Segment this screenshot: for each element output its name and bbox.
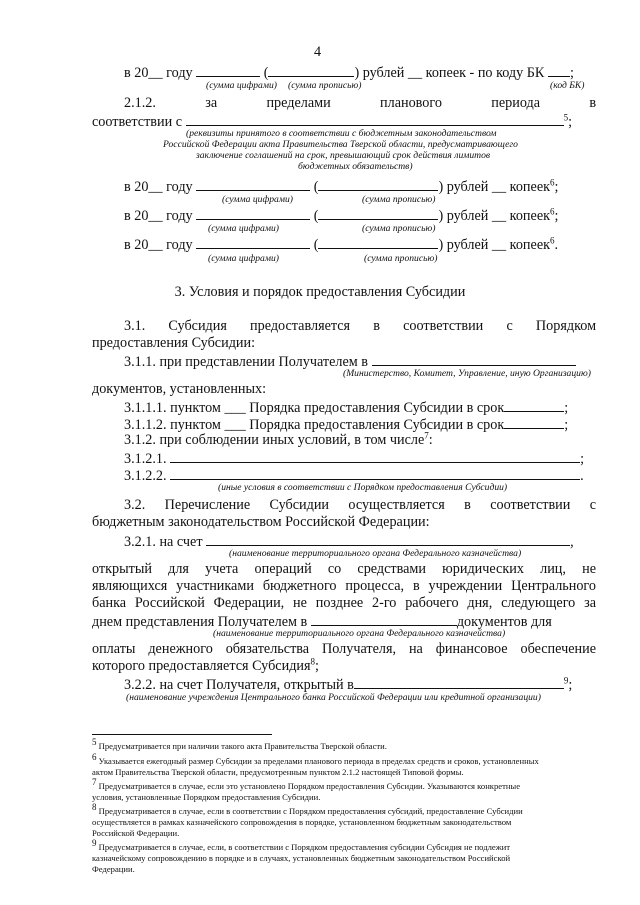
term-blank bbox=[504, 398, 564, 412]
p3122-text: 3.1.2.2. bbox=[124, 468, 167, 484]
caption-requisites-3: заключение соглашений на срок, превышающий срок действия лимитов bbox=[196, 150, 491, 161]
p321-text: которого предоставляется Субсидия bbox=[92, 658, 311, 674]
caption-words: (сумма прописью) bbox=[362, 194, 436, 205]
p32-word: Субсидии bbox=[269, 497, 330, 513]
punct: ; bbox=[564, 417, 569, 433]
p321-text: 3.2.1. на счет bbox=[124, 534, 203, 550]
footnote-6 bbox=[92, 752, 539, 766]
sum-digits-blank bbox=[196, 63, 260, 77]
caption-words: (сумма прописью) bbox=[364, 253, 438, 264]
bk-code-blank bbox=[548, 63, 570, 77]
footnote-ref: 6 bbox=[550, 177, 555, 188]
footnote-text: Предусматривается в случае, если это установлено Порядком предоставления Субсидии. Указываются конкретные bbox=[98, 781, 521, 791]
year-prefix: в 20__ году bbox=[124, 179, 193, 195]
p32-word: в bbox=[464, 497, 471, 513]
footnote-num: 5 bbox=[92, 737, 97, 748]
treasury-blank bbox=[206, 532, 570, 546]
treasury-blank bbox=[311, 612, 457, 626]
docs-line: документов, установленных: bbox=[92, 381, 267, 397]
footnote-text: Предусматривается при наличии такого акта Правительства Тверской области. bbox=[98, 741, 387, 751]
p321-body-6 bbox=[92, 658, 319, 675]
footnote-text: Указывается ежегодный размер Субсидии за пределами планового периода в пределах средств и сроков, установленных bbox=[98, 756, 539, 766]
p321-body-1: открытый для учета операций со средствами юридических лиц, не bbox=[92, 561, 596, 577]
footnote-num: 6 bbox=[92, 752, 97, 763]
punct: . bbox=[554, 237, 559, 253]
punct: ; bbox=[564, 400, 569, 416]
rub-kop: ) рублей __ копеек bbox=[438, 208, 551, 224]
sum-digits-blank bbox=[196, 177, 310, 191]
footnote-ref: 6 bbox=[550, 206, 555, 217]
year-line-3: в 20__ году ( ) рублей __ копеек$^6$; bbox=[124, 206, 559, 224]
punct: ; bbox=[554, 208, 559, 224]
condition-blank bbox=[170, 466, 580, 480]
year-prefix: в 20__ году bbox=[124, 237, 193, 253]
p3121-text: 3.1.2.1. bbox=[124, 451, 167, 467]
p32-word: 3.2. bbox=[124, 497, 146, 513]
p32-line-2: бюджетным законодательством Российской Федерации: bbox=[92, 514, 430, 530]
p212-word: пределами bbox=[266, 95, 331, 111]
footnote-num: 8 bbox=[92, 802, 97, 813]
p31-line-2: предоставления Субсидии: bbox=[92, 335, 256, 351]
footnote-5 bbox=[92, 737, 387, 751]
year-prefix: в 20__ году bbox=[124, 65, 193, 81]
punct: . bbox=[580, 468, 584, 484]
p322-text: 3.2.2. на счет Получателя, открытый в bbox=[124, 677, 354, 693]
p212-word: 2.1.2. за bbox=[124, 95, 218, 111]
footnote-8-cont: осуществляется в рамках казначейского сопровождения в порядке, установленном бюджетным законодательством bbox=[92, 817, 512, 827]
section-title: 3. Условия и порядок предоставления Субсидии bbox=[174, 284, 466, 300]
line-end: ; bbox=[569, 65, 574, 81]
rub-kop-bk: ) рублей __ копеек - по коду БК bbox=[354, 65, 545, 81]
caption-digits: (сумма цифрами) bbox=[208, 253, 279, 264]
p212-word: в bbox=[589, 95, 597, 111]
year-line-2: в 20__ году ( ) рублей __ копеек$^6$; bbox=[124, 177, 559, 195]
footnote-ref: 8 bbox=[310, 656, 316, 667]
sum-words-blank bbox=[268, 63, 354, 77]
sum-digits-blank bbox=[196, 235, 310, 249]
p31-word: с bbox=[506, 318, 513, 334]
sum-digits-blank bbox=[196, 206, 310, 220]
p3111-text: 3.1.1.1. пунктом ___ Порядка предоставления Субсидии в срок bbox=[124, 400, 505, 416]
punct: ; bbox=[568, 677, 573, 693]
p212-word: периода bbox=[491, 95, 541, 111]
footnote-divider bbox=[92, 734, 272, 735]
condition-blank bbox=[170, 449, 580, 463]
p32-line bbox=[124, 497, 596, 514]
p321-body-2: являющихся участниками бюджетного процесса, в учреждении Центрального bbox=[92, 578, 596, 594]
p32-word: Перечисление bbox=[164, 497, 251, 513]
punct: ; bbox=[580, 451, 585, 467]
footnote-ref: 5 bbox=[563, 112, 569, 123]
caption-digits: (сумма цифрами) bbox=[206, 80, 277, 91]
caption-bk: (код БК) bbox=[550, 80, 585, 91]
p31-word: в bbox=[373, 318, 380, 334]
requisites-blank bbox=[186, 112, 564, 126]
p212-text: соответствии с bbox=[92, 114, 183, 130]
caption-requisites-4: бюджетных обязательств) bbox=[298, 161, 413, 172]
footnote-9-cont: казначейскому сопровождению в порядке и в случаях, установленных бюджетным законодательством Российской bbox=[92, 853, 511, 863]
p31-line bbox=[124, 318, 596, 335]
p321-text: днем представления Получателем в bbox=[92, 614, 308, 630]
p31-word: 3.1. Субсидия bbox=[124, 318, 227, 334]
punct: ; bbox=[315, 658, 319, 674]
footnote-text: Предусматривается в случае, если, в соответствии с Порядком предоставления субсидии Субсидия не подлежит bbox=[98, 842, 511, 852]
caption-other-conditions: (иные условия в соответствии с Порядком предоставления Субсидии) bbox=[218, 482, 508, 493]
caption-ministry: (Министерство, Комитет, Управление, иную Организацию) bbox=[343, 368, 591, 379]
p311-text: 3.1.1. при представлении Получателем в bbox=[124, 354, 368, 370]
caption-digits: (сумма цифрами) bbox=[208, 223, 279, 234]
p32-word: осуществляется bbox=[348, 497, 445, 513]
sum-words-blank bbox=[318, 177, 438, 191]
p312-text: 3.1.2. при соблюдении иных условий, в том числе bbox=[124, 432, 425, 448]
footnote-ref: 9 bbox=[563, 675, 569, 686]
p3112-text: 3.1.1.2. пунктом ___ Порядка предоставления Субсидии в срок bbox=[124, 417, 505, 433]
punct: : bbox=[428, 432, 433, 448]
caption-digits: (сумма цифрами) bbox=[222, 194, 293, 205]
year-line-4: в 20__ году ( ) рублей __ копеек$^6$. bbox=[124, 235, 559, 253]
p321-body-5: оплаты денежного обязательства Получателя, на финансовое обеспечение bbox=[92, 641, 596, 657]
punct: ; bbox=[554, 179, 559, 195]
p312-line bbox=[124, 432, 433, 449]
footnote-7-cont: условия, установленные Порядком предоставления Субсидии. bbox=[92, 792, 321, 802]
sum-words-blank bbox=[318, 235, 438, 249]
footnote-ref: 7 bbox=[424, 430, 429, 441]
caption-words: (сумма прописью) bbox=[288, 80, 362, 91]
punct: ; bbox=[568, 114, 573, 130]
p31-word: предоставляется bbox=[250, 318, 351, 334]
rub-kop: ) рублей __ копеек bbox=[438, 179, 551, 195]
ministry-blank bbox=[372, 352, 576, 366]
term-blank bbox=[504, 415, 564, 429]
caption-treasury-2: (наименование территориального органа Федерального казначейства) bbox=[213, 628, 506, 639]
p32-word: соответствии bbox=[490, 497, 571, 513]
caption-treasury: (наименование территориального органа Федерального казначейства) bbox=[229, 548, 522, 559]
footnote-ref: 6 bbox=[550, 235, 555, 246]
bank-blank bbox=[354, 675, 564, 689]
footnote-9 bbox=[92, 838, 511, 852]
p31-word: Порядком bbox=[535, 318, 597, 334]
p321-body-3: банка Российской Федерации, не позднее 2-го рабочего дня, следующего за bbox=[92, 595, 596, 611]
caption-bank: (наименование учреждения Центрального банка Российской Федерации или кредитной организации) bbox=[126, 692, 541, 703]
caption-words: (сумма прописью) bbox=[362, 223, 436, 234]
year-line-1: в 20__ году ( ) рублей __ копеек - по коду БК ; bbox=[124, 65, 574, 81]
sum-words-blank bbox=[318, 206, 438, 220]
caption-requisites-2: Российской Федерации акта Правительства Тверской области, предусматривающего bbox=[163, 139, 518, 150]
p212-line bbox=[124, 95, 596, 112]
p31-word: соответствии bbox=[403, 318, 484, 334]
p32-word: с bbox=[589, 497, 597, 513]
footnote-9-cont-2: Федерации. bbox=[92, 864, 135, 874]
punct: , bbox=[570, 534, 574, 550]
rub-kop: ) рублей __ копеек bbox=[438, 237, 551, 253]
footnote-num: 9 bbox=[92, 838, 97, 849]
page-number: 4 bbox=[314, 44, 322, 60]
footnote-8-cont-2: Российской Федерации. bbox=[92, 828, 180, 838]
footnote-text: Предусматривается в случае, если в соответствии с Порядком предоставления субсидий, предоставление Субсидии bbox=[98, 806, 523, 816]
footnote-8 bbox=[92, 802, 523, 816]
footnote-num: 7 bbox=[92, 777, 97, 788]
footnote-6-cont: актом Правительства Тверской области, предусмотренным пунктом 2.1.2 настоящей Типовой формы. bbox=[92, 767, 464, 777]
year-prefix: в 20__ году bbox=[124, 208, 193, 224]
footnote-7 bbox=[92, 777, 521, 791]
p321-text: документов для bbox=[456, 614, 552, 630]
p212-word: планового bbox=[380, 95, 442, 111]
caption-requisites-1: (реквизиты принятого в соответствии с бюджетным законодательством bbox=[186, 128, 497, 139]
